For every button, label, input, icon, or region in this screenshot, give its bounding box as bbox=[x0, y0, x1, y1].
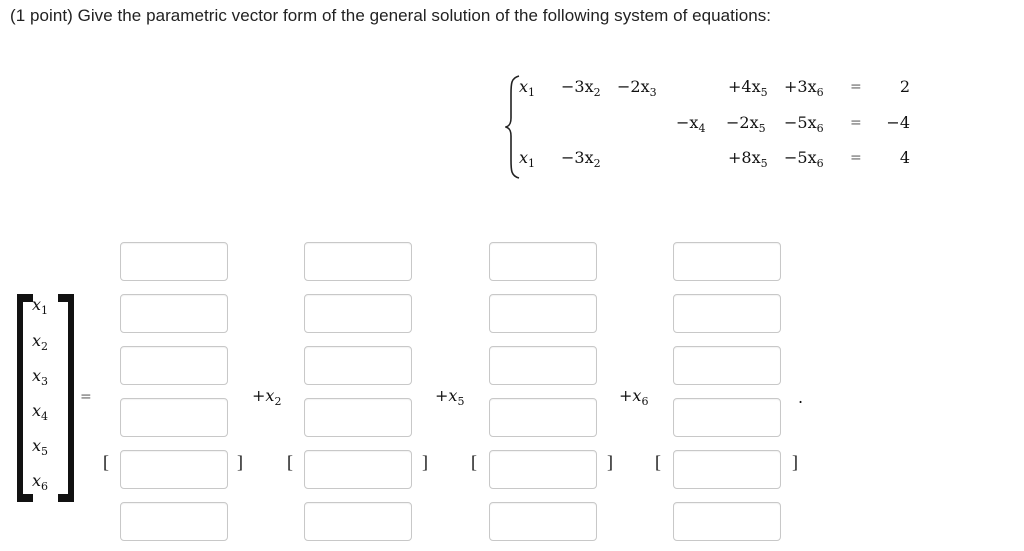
col2-close-bracket: ] bbox=[422, 452, 428, 472]
col4-entry-4[interactable] bbox=[673, 398, 781, 437]
col1-open-bracket: [ bbox=[103, 452, 109, 472]
col4-entry-2[interactable] bbox=[673, 294, 781, 333]
col4-entry-3[interactable] bbox=[673, 346, 781, 385]
row2-equals: = bbox=[850, 115, 862, 131]
col4-close-bracket: ] bbox=[792, 452, 798, 472]
col2-open-bracket: [ bbox=[287, 452, 293, 472]
row1-equals: = bbox=[850, 79, 862, 95]
col3-entry-3[interactable] bbox=[489, 346, 597, 385]
problem-prompt: (1 point) Give the parametric vector form of the general solution of the following system of equations: bbox=[10, 6, 772, 25]
param-label-x6: $+x_6$ bbox=[619, 386, 649, 408]
row3-term-x2: $-3x_2$ bbox=[561, 148, 601, 170]
col2-entry-4[interactable] bbox=[304, 398, 412, 437]
col1-close-bracket: ] bbox=[237, 452, 243, 472]
row3-rhs: 4 bbox=[899, 148, 910, 167]
col1-entry-1[interactable] bbox=[120, 242, 228, 281]
row3-term-x5: $+8x_5$ bbox=[728, 148, 768, 170]
row3-equals: = bbox=[850, 150, 862, 166]
col1-entry-5[interactable] bbox=[120, 450, 228, 489]
col4-entry-1[interactable] bbox=[673, 242, 781, 281]
row3-term-x6: $-5x_6$ bbox=[784, 148, 824, 170]
col3-entry-6[interactable] bbox=[489, 502, 597, 541]
col3-entry-4[interactable] bbox=[489, 398, 597, 437]
param-label-x5: $+x_5$ bbox=[435, 386, 465, 408]
vector-entry-x4: $x_4$ bbox=[32, 401, 49, 423]
row1-rhs: 2 bbox=[899, 77, 910, 96]
row2-term-x6: $-5x_6$ bbox=[784, 113, 824, 135]
col1-entry-2[interactable] bbox=[120, 294, 228, 333]
row1-term-x1: $x_1$ bbox=[519, 77, 536, 99]
col3-entry-1[interactable] bbox=[489, 242, 597, 281]
vector-right-bracket bbox=[58, 294, 74, 502]
col2-entry-6[interactable] bbox=[304, 502, 412, 541]
row2-rhs: −4 bbox=[886, 113, 910, 132]
vector-entry-x1: $x_1$ bbox=[32, 295, 49, 317]
final-period: . bbox=[798, 388, 804, 407]
col3-open-bracket: [ bbox=[471, 452, 477, 472]
col4-open-bracket: [ bbox=[655, 452, 661, 472]
col4-entry-6[interactable] bbox=[673, 502, 781, 541]
col1-entry-3[interactable] bbox=[120, 346, 228, 385]
vector-entry-x6: $x_6$ bbox=[32, 471, 49, 493]
col1-entry-4[interactable] bbox=[120, 398, 228, 437]
vector-entry-x3: $x_3$ bbox=[32, 366, 49, 388]
col2-entry-5[interactable] bbox=[304, 450, 412, 489]
col2-entry-1[interactable] bbox=[304, 242, 412, 281]
row3-term-x1: $x_1$ bbox=[519, 148, 536, 170]
row1-term-x5: $+4x_5$ bbox=[728, 77, 768, 99]
solution-equals: = bbox=[80, 389, 92, 405]
row1-term-x3: $-2x_3$ bbox=[617, 77, 657, 99]
row2-term-x4: $-x_4$ bbox=[676, 113, 706, 135]
col4-entry-5[interactable] bbox=[673, 450, 781, 489]
vector-entry-x2: $x_2$ bbox=[32, 331, 49, 353]
param-label-x2: $+x_2$ bbox=[252, 386, 282, 408]
row1-term-x6: $+3x_6$ bbox=[784, 77, 824, 99]
col3-entry-5[interactable] bbox=[489, 450, 597, 489]
vector-entry-x5: $x_5$ bbox=[32, 436, 49, 458]
col2-entry-2[interactable] bbox=[304, 294, 412, 333]
col3-entry-2[interactable] bbox=[489, 294, 597, 333]
vector-left-bracket bbox=[17, 294, 33, 502]
col1-entry-6[interactable] bbox=[120, 502, 228, 541]
col2-entry-3[interactable] bbox=[304, 346, 412, 385]
row1-term-x2: $-3x_2$ bbox=[561, 77, 601, 99]
row2-term-x5: $-2x_5$ bbox=[726, 113, 766, 135]
col3-close-bracket: ] bbox=[607, 452, 613, 472]
